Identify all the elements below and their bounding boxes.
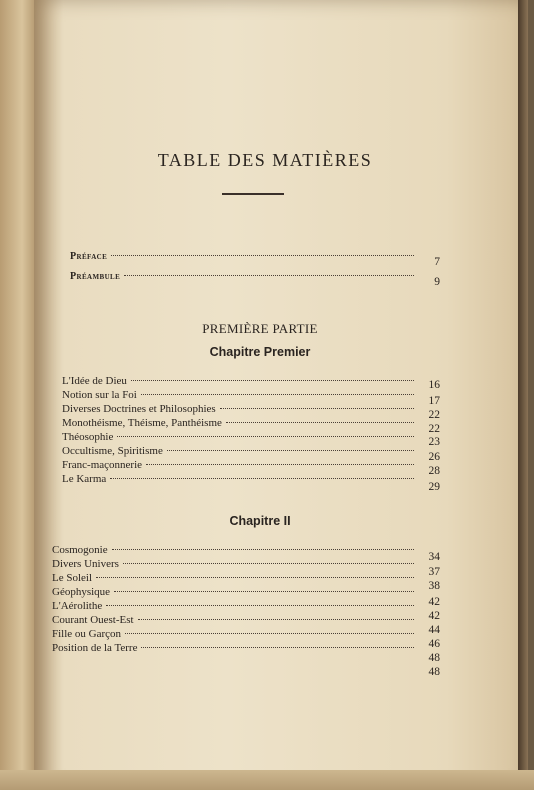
entry-label: Préface <box>70 251 108 262</box>
part-heading: PREMIÈRE PARTIE <box>202 321 318 336</box>
entry-label: Le Karma <box>62 473 107 485</box>
entry-page: 46 <box>428 638 440 650</box>
entry-page: 38 <box>428 580 440 592</box>
entry-label: Cosmogonie <box>52 544 108 556</box>
entry-label: Occultisme, Spiritisme <box>62 445 163 457</box>
leader-dots <box>146 464 414 465</box>
entry-label: Courant Ouest-Est <box>52 614 134 626</box>
entry-page: 37 <box>428 566 440 578</box>
leader-dots <box>167 450 414 451</box>
leader-dots <box>96 577 414 578</box>
toc-entry <box>62 403 440 421</box>
page-bottom-edge <box>0 770 534 790</box>
trailing-page-number: 48 <box>428 666 440 678</box>
leader-dots <box>123 563 414 564</box>
leader-dots <box>141 647 414 648</box>
toc-entry-preface <box>70 250 440 268</box>
entry-page: 42 <box>428 610 440 622</box>
toc-title: TABLE DES MATIÈRES <box>157 150 373 170</box>
leader-dots <box>106 605 414 606</box>
entry-label: Fille ou Garçon <box>52 628 122 640</box>
toc-entry <box>62 375 440 391</box>
leader-dots <box>110 478 414 479</box>
toc-entry <box>52 544 440 563</box>
toc-entry <box>62 445 440 463</box>
page-edge-shadow <box>518 0 528 790</box>
toc-entry-preambule <box>70 270 440 288</box>
leader-dots <box>220 408 414 409</box>
entry-page: 34 <box>428 551 440 563</box>
entry-page: 23 <box>428 436 440 448</box>
entry-label: Théosophie <box>62 431 114 443</box>
entry-label: Monothéisme, Théisme, Panthéisme <box>62 417 222 429</box>
leader-dots <box>124 275 414 276</box>
entry-page: 26 <box>428 451 440 463</box>
toc-entry <box>62 417 440 435</box>
toc-entry <box>52 642 440 664</box>
entry-label: Le Soleil <box>52 572 93 584</box>
entry-page: 22 <box>428 409 440 421</box>
entry-page: 44 <box>428 624 440 636</box>
entry-page: 7 <box>434 256 440 268</box>
leader-dots <box>117 436 414 437</box>
entry-label: Divers Univers <box>52 558 119 570</box>
entry-label: L'Aérolithe <box>52 600 103 612</box>
leader-dots <box>138 619 414 620</box>
leader-dots <box>226 422 414 423</box>
entry-page: 48 <box>428 652 440 664</box>
entry-page: 16 <box>428 379 440 391</box>
toc-entry <box>62 389 440 407</box>
chapter-heading-1: Chapitre Premier <box>209 345 311 359</box>
entry-label: L'Idée de Dieu <box>62 375 127 387</box>
leader-dots <box>131 380 414 381</box>
entry-label: Préambule <box>70 271 121 282</box>
leader-dots <box>112 549 414 550</box>
entry-page: 28 <box>428 465 440 477</box>
entry-label: Position de la Terre <box>52 642 138 654</box>
entry-label: Notion sur la Foi <box>62 389 137 401</box>
entry-page: 22 <box>428 423 440 435</box>
leader-dots <box>111 255 414 256</box>
entry-page: 29 <box>428 481 440 493</box>
toc-entry <box>62 459 440 477</box>
entry-label: Franc-maçonnerie <box>62 459 143 471</box>
leader-dots <box>114 591 414 592</box>
entry-label: Diverses Doctrines et Philosophies <box>62 403 216 415</box>
title-rule <box>222 193 284 195</box>
toc-entry <box>62 473 440 493</box>
entry-page: 42 <box>428 596 440 608</box>
entry-page: 9 <box>434 276 440 288</box>
toc-entry <box>62 431 440 448</box>
leader-dots <box>125 633 414 634</box>
entry-page: 17 <box>428 395 440 407</box>
leader-dots <box>141 394 414 395</box>
entry-label: Géophysique <box>52 586 111 598</box>
chapter-heading-2: Chapitre II <box>229 514 291 528</box>
